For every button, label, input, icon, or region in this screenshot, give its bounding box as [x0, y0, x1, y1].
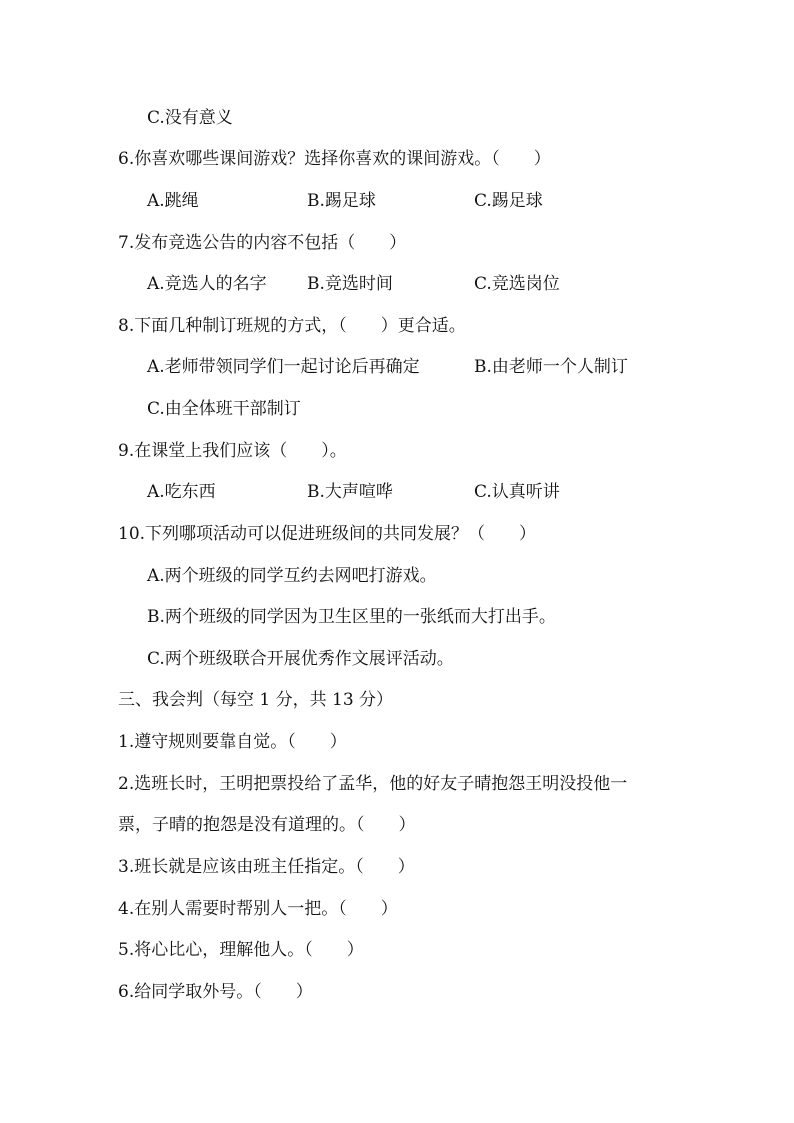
q10-option-b: B.两个班级的同学因为卫生区里的一张纸而大打出手。 [147, 607, 556, 627]
q8-option-a: A.老师带领同学们一起讨论后再确定 [147, 357, 420, 377]
q9-option-b: B.大声喧哗 [307, 482, 393, 502]
judge-item-5: 5.将心比心，理解他人。（ ） [118, 940, 364, 960]
section3-heading: 三、我会判（每空 1 分，共 13 分） [118, 690, 394, 710]
q9-option-c: C.认真听讲 [474, 482, 560, 502]
q6-option-a: A.跳绳 [147, 191, 199, 211]
q7-option-c: C.竞选岗位 [474, 274, 560, 294]
q7-option-b: B.竞选时间 [307, 274, 393, 294]
q8-option-c: C.由全体班干部制订 [147, 399, 301, 419]
q6-question: 6.你喜欢哪些课间游戏？选择你喜欢的课间游戏。（ ） [118, 149, 551, 169]
q5-option-c: C.没有意义 [147, 108, 233, 128]
q7-question: 7.发布竞选公告的内容不包括（ ） [118, 233, 407, 253]
q10-option-a: A.两个班级的同学互约去网吧打游戏。 [147, 566, 437, 586]
judge-item-2-line2: 票，子晴的抱怨是没有道理的。（ ） [118, 815, 416, 835]
q8-option-b: B.由老师一个人制订 [474, 357, 628, 377]
judge-item-6: 6.给同学取外号。（ ） [118, 982, 313, 1002]
q6-option-c: C.踢足球 [474, 191, 543, 211]
q9-question: 9.在课堂上我们应该（ ）。 [118, 441, 347, 461]
q8-question: 8.下面几种制订班规的方式，（ ）更合适。 [118, 316, 466, 336]
judge-item-2-line1: 2.选班长时，王明把票投给了孟华，他的好友子晴抱怨王明没投他一 [118, 774, 628, 794]
judge-item-3: 3.班长就是应该由班主任指定。（ ） [118, 857, 415, 877]
q9-option-a: A.吃东西 [147, 482, 216, 502]
q6-option-b: B.踢足球 [307, 191, 376, 211]
q10-option-c: C.两个班级联合开展优秀作文展评活动。 [147, 649, 454, 669]
judge-item-4: 4.在别人需要时帮别人一把。（ ） [118, 899, 398, 919]
q10-question: 10.下列哪项活动可以促进班级间的共同发展？（ ） [118, 524, 537, 544]
q7-option-a: A.竞选人的名字 [147, 274, 267, 294]
judge-item-1: 1.遵守规则要靠自觉。（ ） [118, 732, 347, 752]
